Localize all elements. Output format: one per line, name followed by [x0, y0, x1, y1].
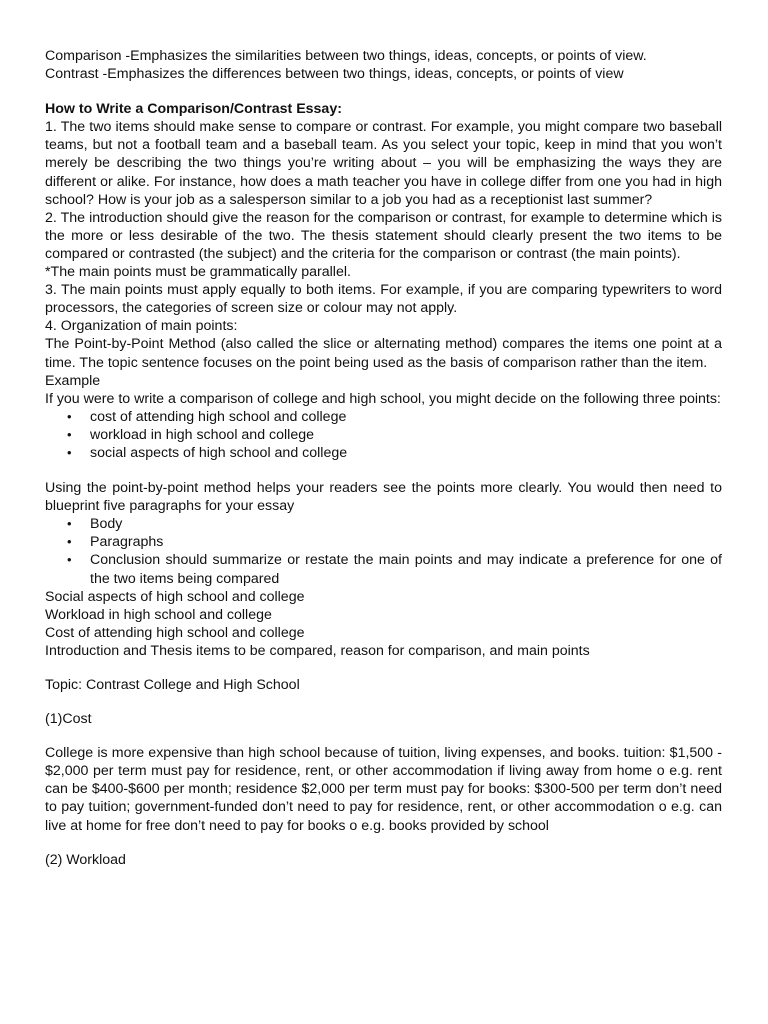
- blueprint-list: [45, 515, 722, 587]
- points-list: [45, 408, 722, 462]
- list-item: • Body: [45, 515, 722, 533]
- list-item: • Conclusion should summarize or restate the main points and may indicate a preference for one of the two items being compared: [45, 551, 722, 587]
- blueprint-intro: Using the point-by-point method helps your readers see the points more clearly. You would then need to blueprint five paragraphs for your essay: [45, 480, 722, 515]
- example-label: Example: [45, 372, 101, 389]
- contrast-definition: Contrast -Emphasizes the differences between two things, ideas, concepts, or points of view: [45, 66, 624, 83]
- list-item: • workload in high school and college: [45, 426, 722, 444]
- section-cost-heading: (1)Cost: [45, 711, 92, 728]
- topic-line: Topic: Contrast College and High School: [45, 677, 300, 693]
- list-item: • Paragraphs: [45, 533, 722, 551]
- outline-line: Workload in high school and college: [45, 606, 272, 623]
- point-by-point-method: The Point-by-Point Method (also called the slice or alternating method) compares the items one point at a time. The topic sentence focuses on the point being used as the basis of comparison rather than the item.: [45, 336, 722, 371]
- step-2: 2. The introduction should give the reason for the comparison or contrast, for example to determine which is the more or less desirable of the two. The thesis statement should clearly present the two items to be compared or contrasted (the subject) and the criteria for the comparison or contrast (the main points).: [45, 209, 722, 262]
- outline-line: Social aspects of high school and college: [45, 588, 305, 605]
- step-3: 3. The main points must apply equally to both items. For example, if you are comparing typewriters to word processors, the categories of screen size or colour may not apply.: [45, 282, 722, 317]
- section-workload-heading: (2) Workload: [45, 851, 126, 868]
- list-item: • social aspects of high school and college: [45, 444, 722, 462]
- outline-line: Cost of attending high school and college: [45, 624, 305, 641]
- step-1: 1. The two items should make sense to compare or contrast. For example, you might compare two baseball teams, but not a football team and a baseball team. As you select your topic, keep in mind that you won’t merely be describing the two things you’re writing about – you will be emphasizing the ways they are different or alike. For instance, how does a math teacher you have in college differ from one you had in high school? How is your job as a salesperson similar to a job you had as a receptionist last summer?: [45, 119, 722, 208]
- parallel-note: *The main points must be grammatically parallel.: [45, 264, 351, 281]
- essay-heading: How to Write a Comparison/Contrast Essay:: [45, 101, 342, 118]
- cost-paragraph: College is more expensive than high school because of tuition, living expenses, and books. tuition: $1,500 - $2,000 per term must pay for residence, rent, or other accommodation if living away from home o e.g. rent can be $400-$600 per month; residence $2,000 per term must pay for books: $300-500 per term don’t need to pay tuition; government-funded don’t need to pay for residence, rent, or other accommodation o e.g. can live at home for free don’t need to pay for books o e.g. books provided by school: [45, 745, 722, 834]
- step-4: 4. Organization of main points:: [45, 318, 238, 335]
- list-item: • cost of attending high school and college: [45, 408, 722, 426]
- comparison-definition: Comparison -Emphasizes the similarities between two things, ideas, concepts, or points of view.: [45, 48, 647, 64]
- example-intro: If you were to write a comparison of college and high school, you might decide on the following three points:: [45, 390, 721, 407]
- outline-line: Introduction and Thesis items to be compared, reason for comparison, and main points: [45, 642, 590, 659]
